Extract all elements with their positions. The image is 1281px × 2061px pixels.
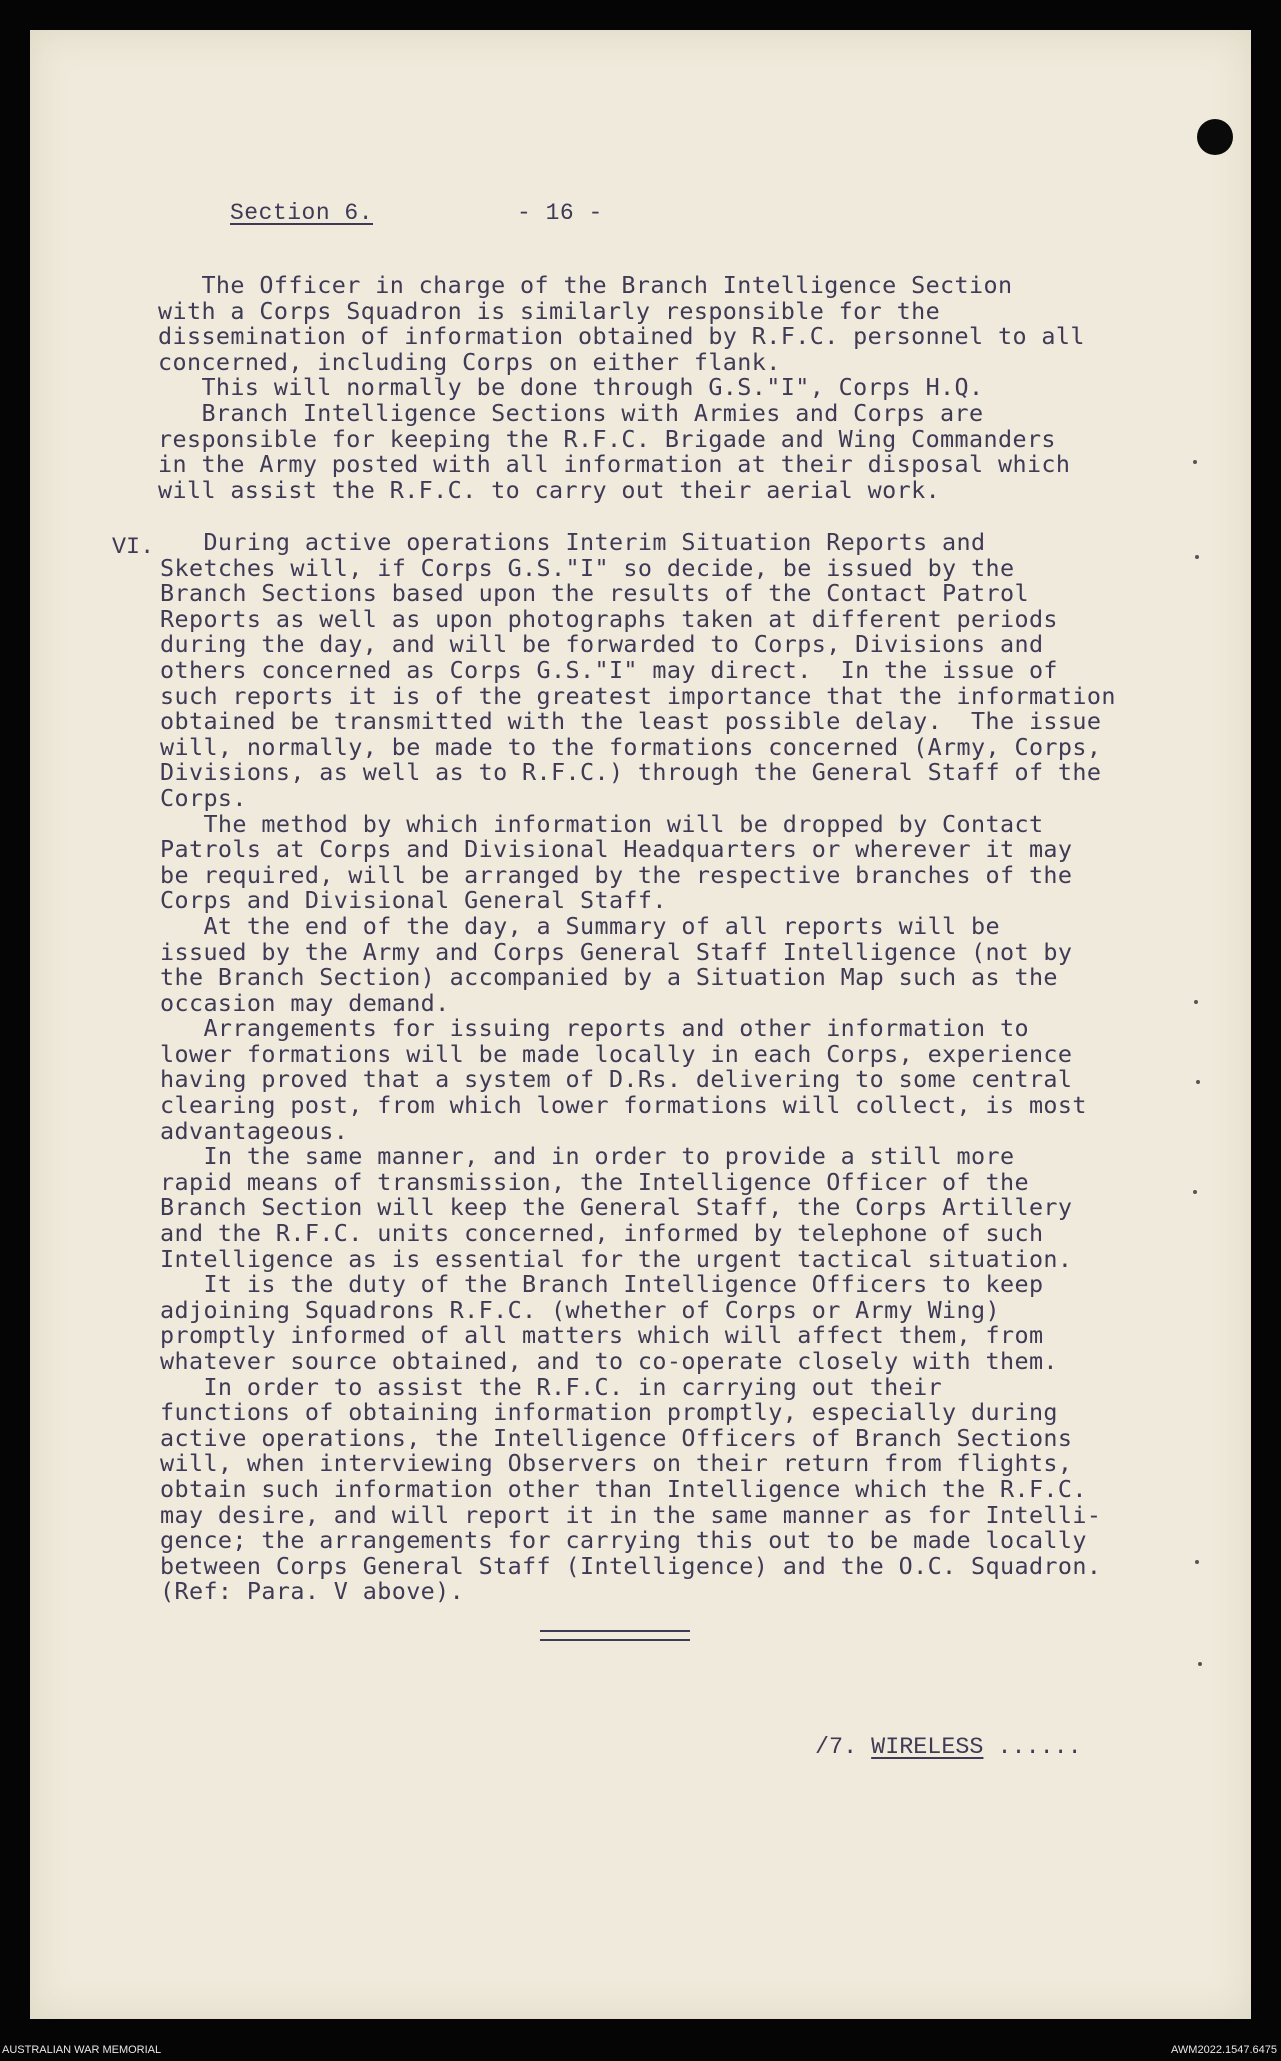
archive-label-left: AUSTRALIAN WAR MEMORIAL [2, 2044, 162, 2056]
divider-rule [540, 1630, 690, 1641]
paragraph-section-vi: During active operations Interim Situation Reports and Sketches will, if Corps G.S."I" so decide, be issued by the Branch Sections based upon the results of the Contact Patrol Reports as well as upon photographs taken at different periods during the day, and will be forwarded to Corps, Divisions and others concerned as Corps G.S."I" may direct. In the issue of such reports it is of the greatest importance that the information obtained be transmitted with the least possible delay. The issue will, normally, be made to the formations concerned (Army, Corps, Divisions, as well as to R.F.C.) through the General Staff of the Corps. The method by which information will be dropped by Contact Patrols at Corps and Divisional Headquarters or wherever it may be required, will be arranged by the respective branches of the Corps and Divisional General Staff. At the end of the day, a Summary of all reports will be issued by the Army and Corps General Staff Intelligence (not by the Branch Section) accompanied by a Situation Map such as the occasion may demand. Arrangements for issuing reports and other information to lower formations will be made locally in each Corps, experience having proved that a system of D.Rs. delivering to some central clearing post, from which lower formations will collect, is most advantageous. In the same manner, and in order to provide a still more rapid means of transmission, the Intelligence Officer of the Branch Section will keep the General Staff, the Corps Artillery and the R.F.C. units concerned, informed by telephone of such Intelligence as is essential for the urgent tactical situation. It is the duty of the Branch Intelligence Officers to keep adjoining Squadrons R.F.C. (whether of Corps or Army Wing) promptly informed of all matters which will affect them, from whatever source obtained, and to co-operate closely with them. In order to assist the R.F.C. in carrying out their functions of obtaining information promptly, especially during active operations, the Intelligence Officers of Branch Sections will, when interviewing Observers on their return from flights, obtain such information other than Intelligence which the R.F.C. may desire, and will report it in the same manner as for Intelli- gence; the arrangements for carrying this out to be made locally between Corps General Staff (Intelligence) and the O.C. Squadron. (Ref: Para. V above). [160, 528, 1116, 1606]
next-ref-suffix: ...... [983, 1735, 1082, 1761]
page-number: - 16 - [517, 200, 603, 226]
margin-speck [1195, 555, 1199, 559]
document-page [30, 30, 1251, 2019]
paragraph-intro: The Officer in charge of the Branch Intelligence Section with a Corps Squadron is similarly responsible for the dissemination of information obtained by R.F.C. personnel to all concerned, including Corps on either flank. This will normally be done through G.S."I", Corps H.Q. Branch Intelligence Sections with Armies and Corps are responsible for keeping the R.F.C. Brigade and Wing Commanders in the Army posted with all information at their disposal which will assist the R.F.C. to carry out their aerial work. [158, 271, 1085, 504]
section-label: Section 6. [230, 200, 374, 226]
margin-speck [1193, 1190, 1197, 1194]
margin-speck [1196, 1080, 1200, 1084]
margin-speck [1194, 1000, 1198, 1004]
archive-label-right: AWM2022.1547.6475 [1171, 2044, 1277, 2056]
next-ref-prefix: /7. [815, 1735, 872, 1761]
punch-hole [1197, 119, 1233, 155]
margin-speck [1195, 1560, 1199, 1564]
margin-speck [1193, 460, 1197, 464]
section-vi-marker: VI. [112, 535, 155, 561]
next-section-reference [815, 1735, 1082, 1761]
margin-speck [1198, 1662, 1202, 1666]
next-ref-title: WIRELESS [871, 1735, 984, 1761]
